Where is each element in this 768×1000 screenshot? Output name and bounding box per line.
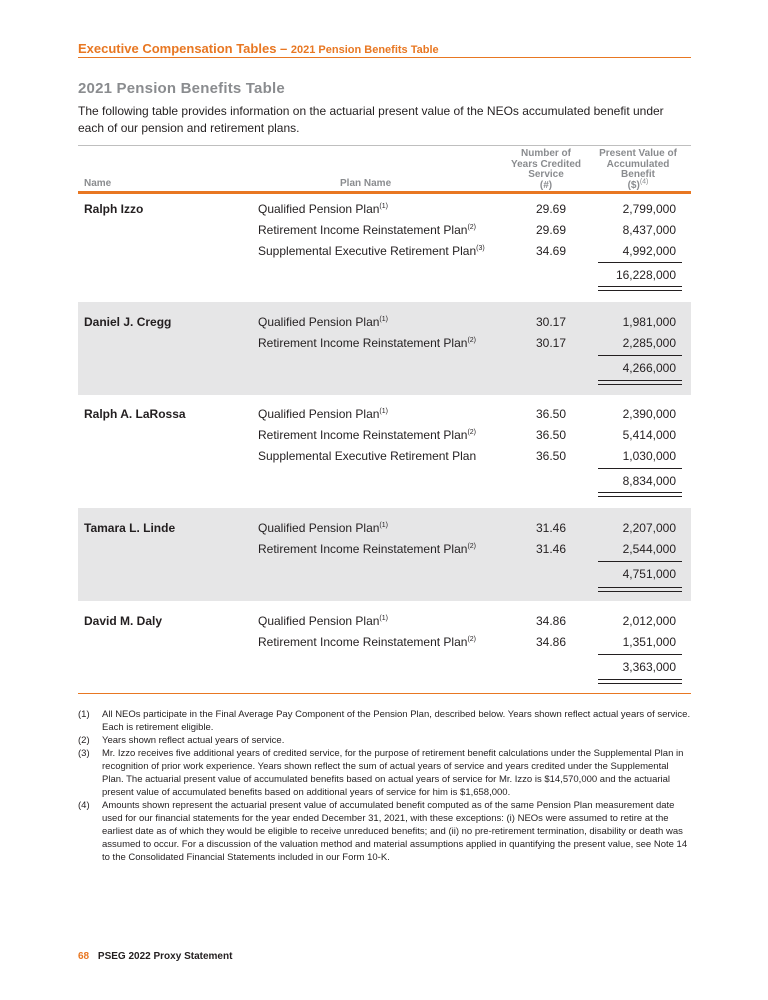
years-value: 29.69	[535, 202, 567, 216]
plan-note: (1)	[379, 203, 388, 210]
plan-label: Retirement Income Reinstatement Plan	[258, 428, 468, 442]
plan-name	[258, 336, 476, 350]
years-value: 34.86	[535, 635, 567, 649]
pv-value: 5,414,000	[622, 428, 676, 442]
table-top-rule	[78, 145, 691, 146]
pv-value: 2,799,000	[622, 202, 676, 216]
total-value: 8,834,000	[622, 474, 676, 488]
plan-name	[258, 244, 485, 258]
footnotes	[78, 708, 691, 864]
page-footer	[78, 951, 232, 962]
footnote	[78, 708, 691, 734]
plan-label: Supplemental Executive Retirement Plan	[258, 244, 477, 258]
col-header-pv-note: (4)	[639, 178, 649, 186]
total-value: 4,266,000	[622, 361, 676, 375]
total-double-rule	[598, 587, 682, 592]
col-header-pv-line	[588, 178, 688, 192]
plan-note: (1)	[379, 408, 388, 415]
total-double-rule	[598, 380, 682, 385]
col-header-years-line: Service	[528, 169, 564, 180]
plan-name	[258, 428, 476, 442]
plan-note: (1)	[379, 522, 388, 529]
plan-note: (2)	[467, 429, 476, 436]
years-value: 29.69	[535, 223, 567, 237]
exec-name: Daniel J. Cregg	[84, 315, 172, 329]
pv-value: 2,207,000	[622, 521, 676, 535]
plan-name	[258, 614, 388, 628]
plan-name	[258, 407, 388, 421]
years-value: 31.46	[535, 542, 567, 556]
exec-group	[78, 195, 691, 299]
plan-name	[258, 315, 388, 329]
pv-value: 1,351,000	[622, 635, 676, 649]
footnote-text: All NEOs participate in the Final Average Pay Component of the Pension Plan, described below. Years shown reflect actual years of service. Each is retirement eligible.	[102, 709, 691, 733]
footnote	[78, 747, 691, 799]
exec-group	[78, 395, 691, 507]
running-header-subsection: 2021 Pension Benefits Table	[290, 44, 439, 56]
exec-group	[78, 302, 691, 395]
page-number: 68	[78, 951, 90, 962]
total-double-rule	[598, 679, 682, 684]
plan-label: Qualified Pension Plan	[258, 521, 380, 535]
plan-name	[258, 223, 476, 237]
total-rule	[598, 262, 682, 263]
pv-value: 2,390,000	[622, 407, 676, 421]
plan-label: Qualified Pension Plan	[258, 614, 380, 628]
section-title: 2021 Pension Benefits Table	[78, 80, 285, 97]
pv-value: 4,992,000	[622, 244, 676, 258]
plan-note: (2)	[467, 224, 476, 231]
plan-note: (1)	[379, 316, 388, 323]
total-value: 3,363,000	[622, 660, 676, 674]
plan-label: Retirement Income Reinstatement Plan	[258, 635, 468, 649]
footnote-text: Years shown reflect actual years of service.	[102, 735, 285, 746]
footnote-text: Amounts shown represent the actuarial present value of accumulated benefit computed as of the same Pension Plan measurement date used for our financial statements for the year ended December 31, 2021, with these exceptions: (i) NEOs were assumed to retire at the earliest date as of which they would be eligible to receive unreduced benefits; and (ii) no pre-retirement termination, disability or death was assumed to occur. For a discussion of the valuation method and material assumptions applied in quantifying the present value, see Note 14 to the Consolidated Financial Statements included in our Form 10-K.	[102, 800, 688, 863]
total-rule	[598, 468, 682, 469]
header-rule	[78, 191, 691, 194]
pv-value: 1,030,000	[622, 449, 676, 463]
plan-name	[258, 202, 388, 216]
plan-note: (2)	[467, 337, 476, 344]
exec-name: Ralph A. LaRossa	[84, 407, 186, 421]
col-header-pv-line: Present Value of	[599, 148, 677, 159]
footnote	[78, 799, 691, 864]
exec-name: Ralph Izzo	[84, 202, 144, 216]
exec-group	[78, 508, 691, 601]
col-header-years-line: (#)	[539, 179, 553, 191]
plan-label: Retirement Income Reinstatement Plan	[258, 336, 468, 350]
years-value: 36.50	[535, 428, 567, 442]
plan-note: (1)	[379, 615, 388, 622]
total-value: 4,751,000	[622, 567, 676, 581]
exec-group	[78, 602, 691, 692]
footnote-mark: (4)	[78, 800, 90, 811]
plan-label: Supplemental Executive Retirement Plan	[258, 449, 477, 463]
years-value: 30.17	[535, 336, 567, 350]
pv-value: 1,981,000	[622, 315, 676, 329]
footnote-mark: (2)	[78, 735, 90, 746]
footnote	[78, 734, 691, 747]
col-header-pv-unit: ($)	[627, 179, 640, 191]
plan-name	[258, 449, 476, 463]
plan-label: Qualified Pension Plan	[258, 202, 380, 216]
plan-note: (3)	[476, 245, 485, 252]
running-header	[78, 41, 691, 58]
total-double-rule	[598, 492, 682, 497]
col-header-years	[496, 149, 596, 191]
exec-name: David M. Daly	[84, 614, 163, 628]
running-header-section: Executive Compensation Tables –	[78, 41, 288, 56]
plan-label: Qualified Pension Plan	[258, 315, 380, 329]
pv-value: 2,285,000	[622, 336, 676, 350]
col-header-years-line: Years Credited	[510, 158, 582, 170]
col-header-years-line: Number of	[521, 148, 571, 159]
years-value: 34.86	[535, 614, 567, 628]
years-value: 36.50	[535, 449, 567, 463]
plan-name	[258, 542, 476, 556]
plan-note: (2)	[467, 636, 476, 643]
pv-value: 2,012,000	[622, 614, 676, 628]
footnote-mark: (3)	[78, 748, 90, 759]
total-rule	[598, 654, 682, 655]
pv-value: 2,544,000	[622, 542, 676, 556]
plan-name	[258, 521, 388, 535]
plan-name	[258, 635, 476, 649]
table-bottom-rule	[78, 693, 691, 694]
col-header-present-value	[588, 149, 688, 191]
col-header-pv-line: Benefit	[621, 169, 655, 180]
years-value: 31.46	[535, 521, 567, 535]
years-value: 34.69	[535, 244, 567, 258]
plan-note: (2)	[467, 543, 476, 550]
total-rule	[598, 355, 682, 356]
exec-name: Tamara L. Linde	[84, 521, 176, 535]
col-header-pv-line: Accumulated	[606, 158, 670, 170]
total-rule	[598, 561, 682, 562]
years-value: 30.17	[535, 315, 567, 329]
years-value: 36.50	[535, 407, 567, 421]
plan-label: Retirement Income Reinstatement Plan	[258, 223, 468, 237]
plan-label: Qualified Pension Plan	[258, 407, 380, 421]
col-header-plan: Plan Name	[340, 178, 392, 189]
footnote-text: Mr. Izzo receives five additional years of credited service, for the purpose of retirement benefit calculations under the Supplemental Plan in recognition of prior work experience. Years shown reflect the sum of actual years of service and years credited under the Supplemental Plan. The actuarial present value of accumulated benefits based on actual years of service for Mr. Izzo is $14,570,000 and the actuarial present value of accumulated benefits based on additional years of service for him is $1,658,000.	[102, 748, 684, 798]
footnote-mark: (1)	[78, 709, 90, 720]
total-value: 16,228,000	[615, 268, 676, 282]
plan-label: Retirement Income Reinstatement Plan	[258, 542, 468, 556]
total-double-rule	[598, 286, 682, 291]
intro-paragraph: The following table provides information on the actuarial present value of the NEOs accumulated benefit under each of our pension and retirement plans.	[78, 104, 664, 135]
pv-value: 8,437,000	[622, 223, 676, 237]
publication-title: PSEG 2022 Proxy Statement	[97, 951, 233, 962]
col-header-name: Name	[84, 178, 112, 189]
